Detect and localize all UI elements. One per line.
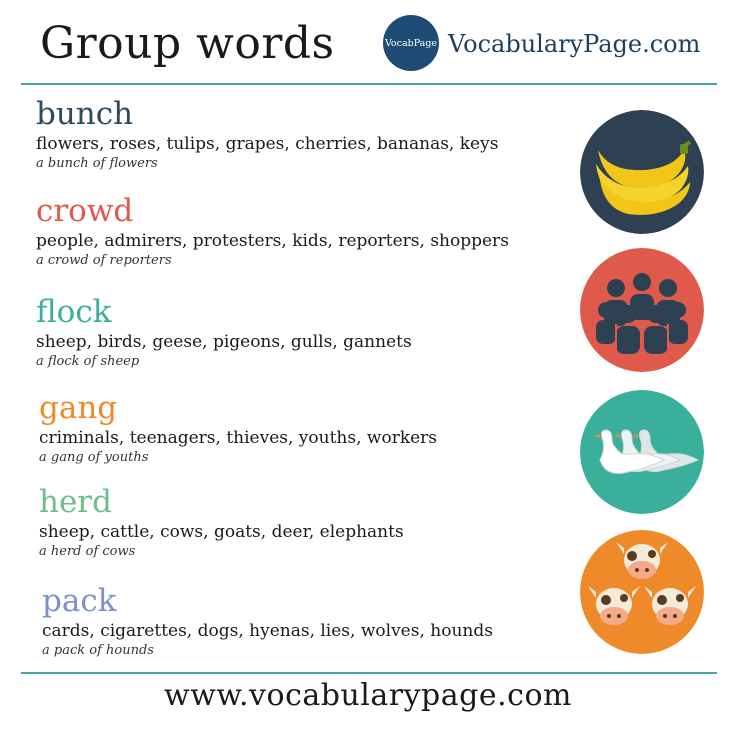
group-word: herd	[39, 484, 112, 520]
entry-pack	[42, 583, 493, 660]
crowd-icon	[580, 248, 704, 372]
site-name[interactable]: VocabularyPage.com	[448, 30, 701, 58]
page-title: Group words	[40, 18, 335, 69]
word-list: criminals, teenagers, thieves, youths, workers	[39, 428, 438, 448]
word-list: flowers, roses, tulips, grapes, cherries, bananas, keys	[36, 134, 499, 154]
footer-url[interactable]: www.vocabularypage.com	[164, 678, 572, 713]
entry-bunch	[36, 96, 498, 173]
group-word: crowd	[36, 193, 134, 229]
group-word: bunch	[36, 96, 134, 132]
word-list: people, admirers, protesters, kids, reporters, shoppers	[36, 231, 509, 251]
bottom-divider	[21, 672, 717, 674]
example-phrase: a herd of cows	[39, 544, 136, 559]
example-phrase: a flock of sheep	[36, 354, 140, 369]
word-list: cards, cigarettes, dogs, hyenas, lies, wolves, hounds	[42, 621, 493, 641]
entry-gang	[39, 390, 437, 467]
entry-herd	[39, 484, 404, 561]
group-word: pack	[42, 583, 117, 619]
example-phrase: a bunch of flowers	[36, 156, 158, 171]
word-list: sheep, cattle, cows, goats, deer, elephants	[39, 522, 404, 542]
group-word: flock	[36, 294, 112, 330]
entry-crowd	[36, 193, 509, 270]
top-divider	[21, 83, 717, 85]
entry-flock	[36, 294, 412, 371]
cows-icon	[580, 530, 704, 654]
vocabpage-logo[interactable]	[383, 15, 439, 71]
group-word: gang	[39, 390, 118, 426]
logo-text: VocabPage	[384, 37, 438, 49]
bananas-icon	[580, 110, 704, 234]
example-phrase: a pack of hounds	[42, 643, 154, 658]
geese-icon	[580, 390, 704, 514]
word-list: sheep, birds, geese, pigeons, gulls, gannets	[36, 332, 412, 352]
example-phrase: a crowd of reporters	[36, 253, 172, 268]
example-phrase: a gang of youths	[39, 450, 149, 465]
